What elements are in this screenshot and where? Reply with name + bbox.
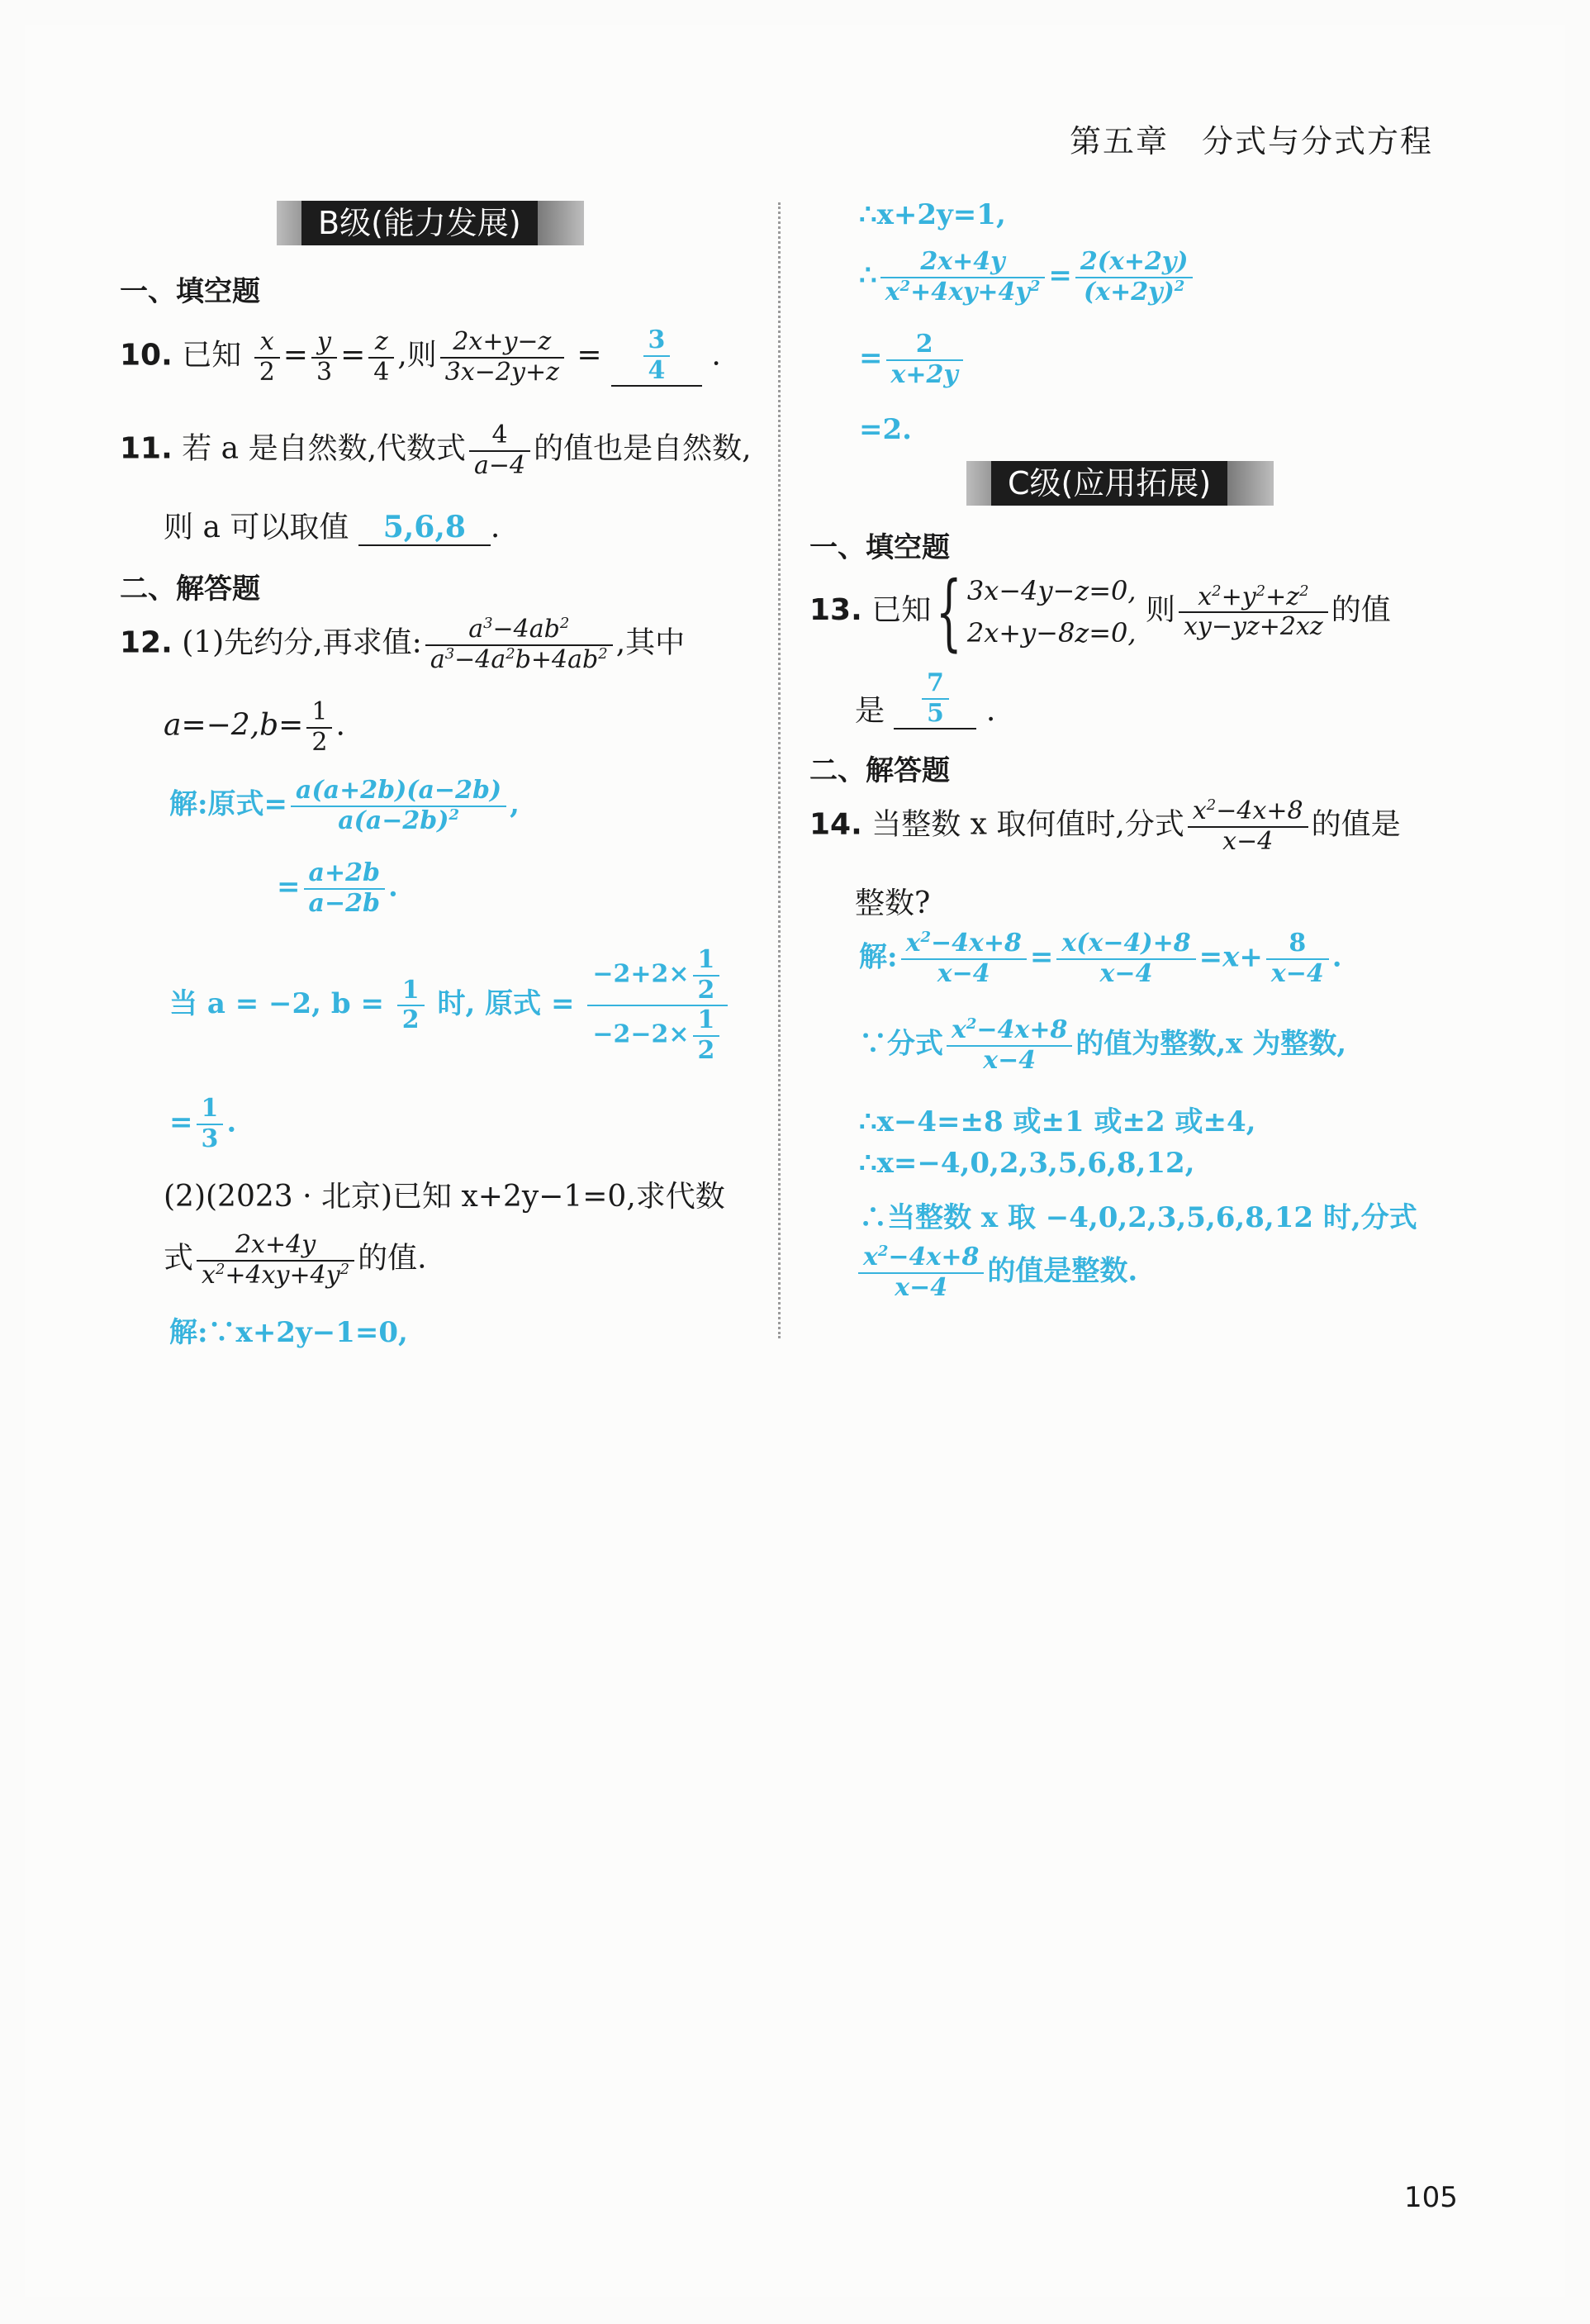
q13-end: .: [985, 694, 996, 728]
q12-cond: a=−2,b=: [164, 708, 304, 743]
q11-text2: 的值也是自然数,: [534, 431, 752, 466]
q13-suffix: 的值: [1331, 593, 1391, 628]
q13-answer-num: 7: [922, 669, 949, 700]
q12-p2c: 的值.: [358, 1241, 427, 1276]
section-solve-left: 二、解答题: [120, 573, 260, 606]
question-10: 10. 已知 $\frac{x}{2}$ = $\frac{y}{3}$ = $\frac{z}{4}$ ,则 $\frac{2x+y-z}{3x-2y+z}$ = $\frac{3}{4}$ .: [120, 326, 721, 387]
q10-expr: $\frac{2x+y-z}{3x-2y+z}$: [440, 328, 564, 387]
q10-answer-num: 3: [643, 326, 671, 357]
question-11-line2: [164, 504, 500, 546]
q12-result: =: [169, 1105, 193, 1139]
q12-p1b: ,其中: [615, 625, 686, 660]
q14-text3: 整数?: [855, 886, 931, 920]
q12-solution-3: 当 a = −2, b = $\frac{1}{2}$ 时, 原式 = −2+2× $\frac{1}{2}$ −2−2× $\frac{1}{2}$: [169, 946, 731, 1065]
q14-s1: 解:: [859, 940, 898, 974]
q10-number: 10.: [120, 338, 173, 373]
level-b-label: B级(能力发展): [301, 201, 538, 245]
section-fill-left: 一、填空题: [120, 275, 260, 308]
page-number: 105: [1404, 2181, 1458, 2214]
q14-expr: $\frac{x^2-4x+8}{x-4}$: [1188, 797, 1308, 856]
q12-sol2-frac: $\frac{a+2b}{a-2b}$: [304, 859, 385, 918]
q12-when2: 时, 原式 =: [427, 987, 575, 1020]
q11-answer: 5,6,8: [358, 510, 491, 546]
q12-eval-frac: −2+2× $\frac{1}{2}$ −2−2× $\frac{1}{2}$: [587, 946, 728, 1065]
section-solve-right: 二、解答题: [809, 754, 950, 787]
q12-number: 12.: [120, 625, 173, 660]
right-sol-line4: =2.: [859, 413, 912, 446]
q10-answer-den: 4: [648, 355, 666, 385]
question-12-part2-line2: [164, 1231, 427, 1290]
q11-text3: 则 a 可以取值: [164, 511, 349, 544]
q12-condition: a=−2,b= $\frac{1}{2}$ .: [164, 697, 345, 757]
level-c-banner: [966, 461, 1274, 506]
right-sol-line2: ∴ $\frac{2x+4y}{x^2+4xy+4y^2}$ = $\frac{2(x+2y)}{(x+2y)^2}$: [859, 248, 1196, 307]
right-sol-equals: =: [859, 341, 883, 375]
q13-line2: 是: [855, 694, 885, 728]
q11-text1: 若 a 是自然数,代数式: [182, 431, 467, 466]
q12-expr: $\frac{a^3-4ab^2}{a^3-4a^2b+4ab^2}$: [425, 615, 613, 674]
q14-text1: 当整数 x 取何值时,分式: [871, 807, 1184, 842]
chapter-number: 第五章: [1069, 123, 1169, 159]
level-b-banner: [277, 201, 584, 245]
right-sol-line3: [859, 330, 966, 389]
q14-s6: 的值是整数.: [987, 1254, 1138, 1288]
q10-answer-blank: [611, 326, 702, 387]
q14-text2: 的值是: [1311, 807, 1401, 842]
q12-p1a: (1)先约分,再求值:: [182, 625, 422, 660]
question-12-part2: [164, 1173, 725, 1215]
q13-answer-den: 5: [927, 698, 944, 728]
q14-s2b: 的值为整数,x 为整数,: [1075, 1027, 1347, 1061]
question-11: [120, 421, 752, 480]
q14-solution-3: ∴x−4=±8 或±1 或±2 或±4,: [859, 1105, 1256, 1138]
q12-sol1-frac: $\frac{a(a+2b)(a-2b)}{a(a-2b)^2}$: [291, 777, 506, 835]
q10-prefix: 已知: [182, 338, 242, 373]
q12-solution-4: = $\frac{1}{3}$ .: [169, 1094, 237, 1153]
question-13: 13. 已知{ 3x−4y−z=0, 2x+y−8z=0, 则 $\frac{x^2+y^2+z^2}{xy-yz+2xz}$ 的值: [809, 563, 1391, 661]
q14-solution-1: 解: $\frac{x^2-4x+8}{x-4}$ = $\frac{x(x-4)+8}{x-4}$ =x+ $\frac{8}{x-4}$ .: [859, 929, 1342, 988]
right-sol-frac2: $\frac{2(x+2y)}{(x+2y)^2}$: [1075, 248, 1194, 307]
q12-p2a: (2)(2023 · 北京)已知 x+2y−1=0,求代数: [164, 1180, 725, 1214]
q12-when: 当 a = −2, b =: [169, 987, 394, 1020]
column-divider: [778, 202, 781, 1338]
q13-prefix: 已知: [871, 593, 932, 628]
level-c-label: C级(应用拓展): [991, 461, 1227, 506]
q10-end: .: [711, 338, 721, 373]
q13-eq1: 3x−4y−z=0,: [966, 575, 1137, 606]
section-fill-right: 一、填空题: [809, 531, 950, 564]
q12-solution-part2: 解:∵x+2y−1=0,: [169, 1316, 408, 1349]
right-sol-therefore: ∴: [859, 259, 877, 292]
q10-frac-x: $\frac{x}{2}$: [254, 328, 280, 387]
right-sol-frac1: $\frac{2x+4y}{x^2+4xy+4y^2}$: [880, 248, 1046, 307]
q11-end: .: [490, 511, 501, 544]
q10-frac-z: $\frac{z}{4}$: [368, 328, 394, 387]
q14-solution-2: ∵分式 $\frac{x^2-4x+8}{x-4}$ 的值为整数,x 为整数,: [859, 1015, 1347, 1075]
question-14: [809, 797, 1401, 856]
q12-half: $\frac{1}{2}$: [306, 698, 332, 757]
q13-answer-blank: [894, 669, 976, 730]
q12-p2b: 式: [164, 1241, 194, 1276]
right-sol-frac3: $\frac{2}{x+2y}$: [886, 330, 963, 389]
q14-s2: ∵分式: [859, 1027, 943, 1061]
q10-mid: ,则: [397, 338, 437, 373]
q14-number: 14.: [809, 807, 862, 842]
q10-frac-y: $\frac{y}{3}$: [311, 328, 337, 387]
q13-expr: $\frac{x^2+y^2+z^2}{xy-yz+2xz}$: [1179, 583, 1328, 642]
q12-solution-1: 解:原式= $\frac{a(a+2b)(a-2b)}{a(a-2b)^2}$ ,: [169, 776, 520, 835]
q14-solution-4: ∴x=−4,0,2,3,5,6,8,12,: [859, 1147, 1195, 1180]
page-header: [1037, 116, 1433, 161]
q14-solution-5: ∴当整数 x 取 −4,0,2,3,5,6,8,12 时,分式: [859, 1201, 1417, 1234]
q13-number: 13.: [809, 593, 862, 628]
right-sol-line1: ∴x+2y=1,: [859, 198, 1006, 231]
question-13-line2: [855, 669, 995, 730]
chapter-title: 分式与分式方程: [1201, 123, 1433, 159]
q12-p2-expr: $\frac{2x+4y}{x^2+4xy+4y^2}$: [197, 1231, 354, 1290]
q13-system: [967, 570, 1137, 654]
q12-sol1-prefix: 解:原式=: [169, 787, 288, 821]
q13-eq2: 2x+y−8z=0,: [966, 617, 1137, 649]
q13-mid: 则: [1146, 593, 1176, 628]
q11-frac: $\frac{4}{a-4}$: [469, 421, 530, 480]
q12-solution-2: = $\frac{a+2b}{a-2b}$ .: [277, 858, 398, 918]
q11-number: 11.: [120, 431, 173, 466]
q14-solution-6: $\frac{x^2-4x+8}{x-4}$ 的值是整数.: [855, 1243, 1137, 1302]
question-12: [120, 615, 685, 674]
